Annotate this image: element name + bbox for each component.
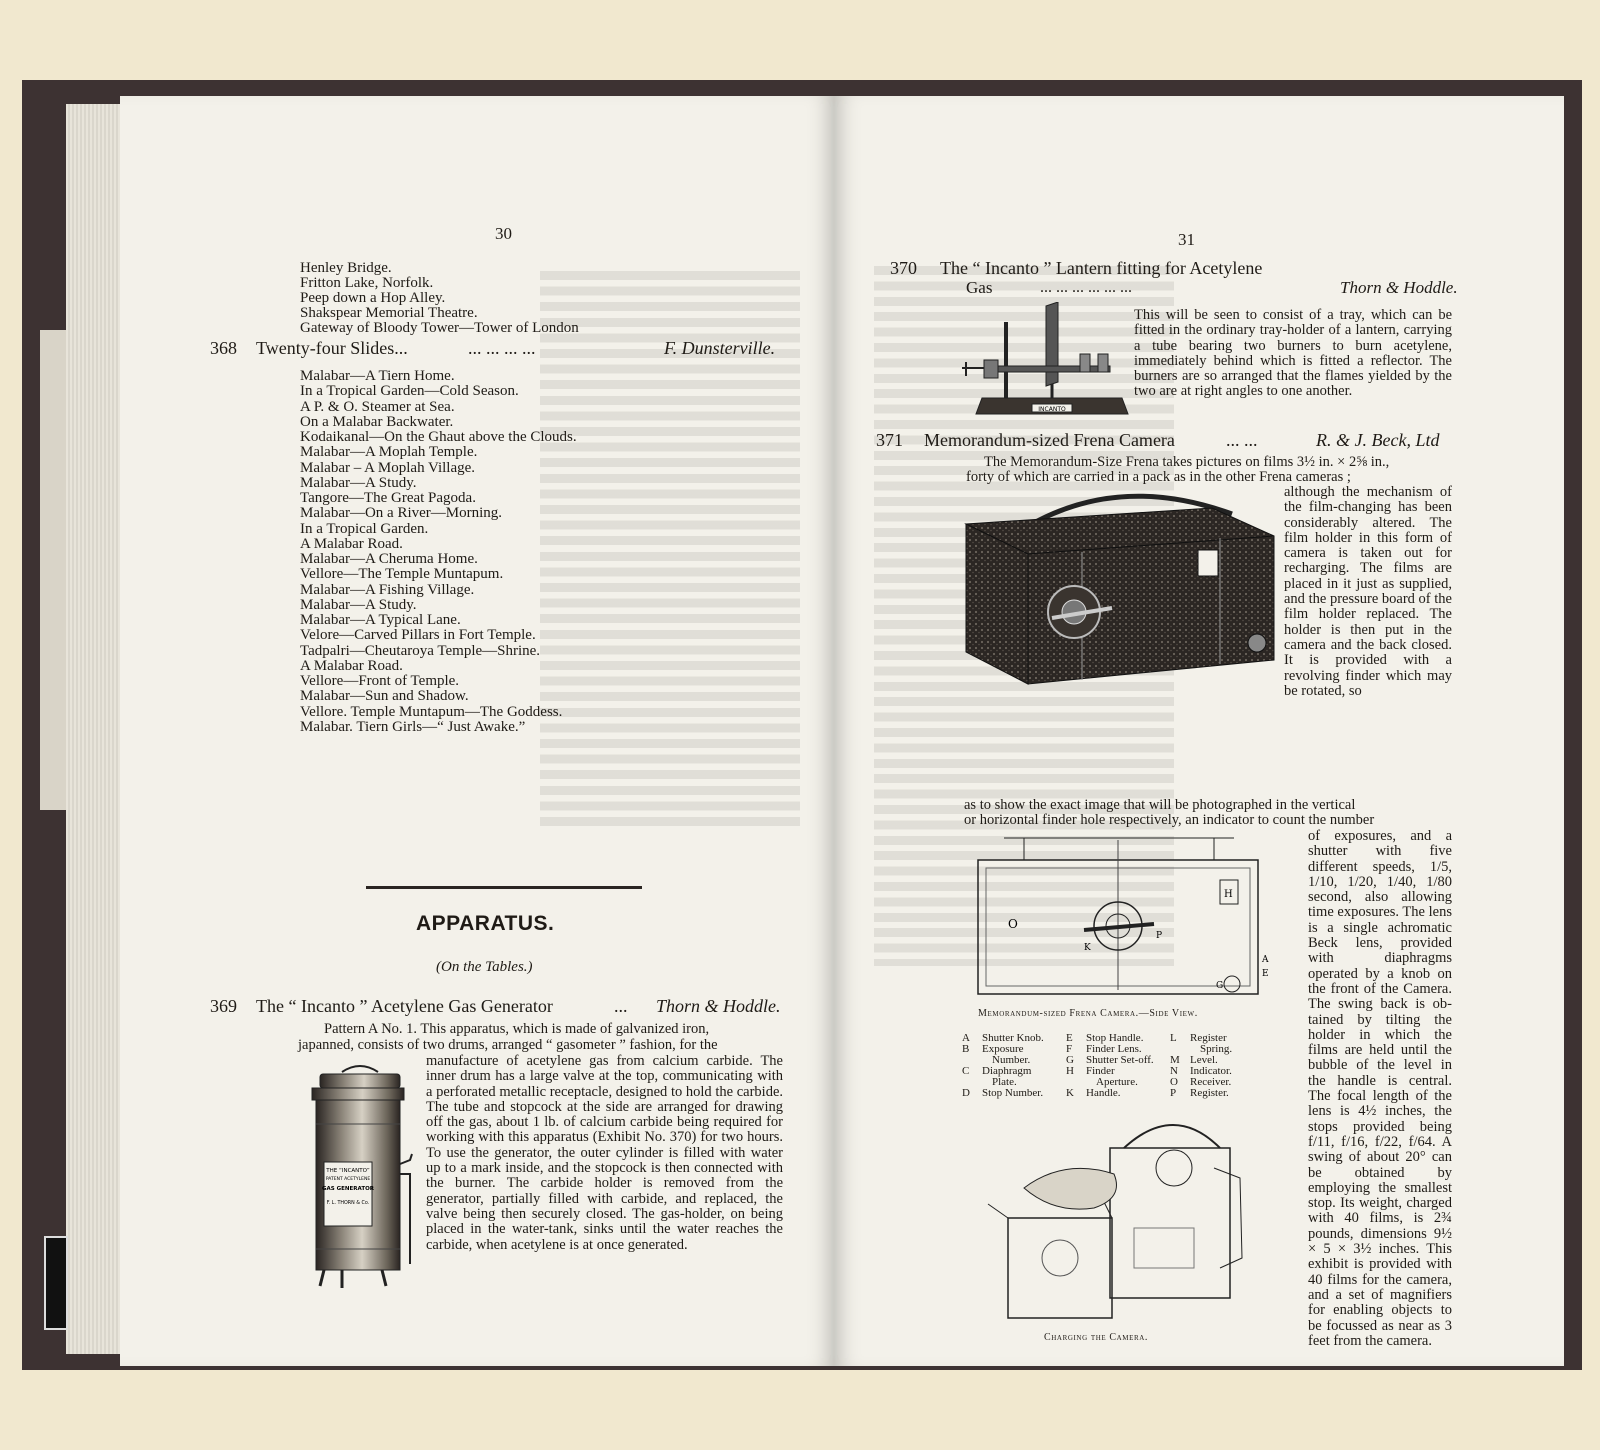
key-description: Diaphragm xyxy=(982,1065,1032,1077)
paragraph-369: manufacture of acetylene gas from calcium carbide. The inner drum has a large valve at the top, communicating with a perforated metallic receptacle, designed to hold the carbide. The tube and stopcock at the side are arranged for drawing off the gas, about 1 lb. of calcium carbide being required for working with this apparatus (Exhibit No. 370) for two hours. To use the generator, the outer cylinder is filled with water up to a mark inside, and the stopcock is then connected with the burner. The carbide holder is removed from the generator, partially filled with carbide, and replaced, the valve being then securely closed. The gas-holder, on being placed in the water-tank, sinks until the water reaches the carbide, when acetylene is at once generated. xyxy=(426,1053,783,1253)
key-letter: A xyxy=(962,1032,970,1044)
paragraph-370: This will be seen to consist of a tray, which can be fitted in the ordinary tray-holder of a lantern, carrying a tube bearing two burners to burn acetylene, immediately behind which is fitted a reflector. The burners are so arranged that the flames yielded by the two are at right angles to one another. xyxy=(1134,307,1452,400)
entry-title: The “ Incanto ” Lantern fitting for Acetylene xyxy=(940,258,1263,278)
exhibitor: Thorn & Hoddle. xyxy=(1340,278,1458,297)
slide-list-item: Malabar—A Study. xyxy=(300,596,417,613)
diagram-caption: Memorandum-sized Frena Camera.—Side View. xyxy=(978,1008,1198,1019)
side-view-diagram xyxy=(964,834,1274,1004)
lantern-fitting-illustration xyxy=(962,302,1144,420)
key-description: Stop Handle. xyxy=(1086,1032,1144,1044)
frena-camera-illustration xyxy=(962,484,1280,694)
slide-list-item: Vellore—The Temple Muntapum. xyxy=(300,566,504,583)
list-item: Shakspear Memorial Theatre. xyxy=(300,305,478,321)
label-text: PATENT ACETYLENE xyxy=(325,1177,371,1182)
paragraph-line: or horizontal finder hole respectively, an indicator to count the number xyxy=(964,812,1375,828)
exhibitor: R. & J. Beck, Ltd xyxy=(1316,430,1440,450)
diagram-letter: P xyxy=(1156,931,1163,941)
slide-list-item: Malabar—A Moplah Temple. xyxy=(300,444,478,461)
key-description: Finder xyxy=(1086,1065,1115,1077)
slide-list-item: In a Tropical Garden—Cold Season. xyxy=(300,383,519,400)
key-description: Handle. xyxy=(1086,1087,1121,1099)
leader-dots: ... ... ... ... ... ... xyxy=(1040,279,1132,296)
key-letter: G xyxy=(1066,1054,1074,1066)
slide-list-item: Malabar—On a River—Morning. xyxy=(300,505,503,522)
charging-camera-illustration xyxy=(984,1108,1254,1328)
exhibitor: Thorn & Hoddle. xyxy=(656,996,781,1016)
key-description: Spring. xyxy=(1200,1043,1233,1055)
key-letter: L xyxy=(1170,1032,1177,1044)
entry-number: 371 xyxy=(876,430,903,450)
slide-list-item: On a Malabar Backwater. xyxy=(300,413,454,430)
key-letter: N xyxy=(1170,1065,1178,1077)
section-subheading: (On the Tables.) xyxy=(436,959,533,975)
slide-list-item: A Malabar Road. xyxy=(300,657,403,674)
slide-list-item: In a Tropical Garden. xyxy=(300,520,429,537)
page-stack-shadow xyxy=(40,330,68,810)
slide-list-item: A Malabar Road. xyxy=(300,535,403,552)
key-description: Indicator. xyxy=(1190,1065,1232,1077)
key-letter: O xyxy=(1170,1076,1178,1088)
key-description: Aperture. xyxy=(1096,1076,1138,1088)
key-description: Receiver. xyxy=(1190,1076,1232,1088)
key-letter: F xyxy=(1066,1043,1073,1055)
slide-list-item: Vellore. Temple Muntapum—The Goddess. xyxy=(300,703,563,720)
lantern-label: INCANTO xyxy=(1038,406,1066,413)
paragraph-line: japanned, consists of two drums, arranged “ gasometer ” fashion, for the xyxy=(298,1037,718,1053)
diagram-letter: O xyxy=(1008,917,1018,931)
left-page xyxy=(120,96,834,1366)
section-heading: APPARATUS. xyxy=(416,912,555,935)
entry-title-continued: Gas xyxy=(966,278,993,297)
key-description: Register. xyxy=(1190,1087,1229,1099)
key-letter: E xyxy=(1066,1032,1073,1044)
slide-list-item: Tadpalri—Cheutaroya Temple—Shrine. xyxy=(300,642,541,659)
slide-list-item: Malabar—A Cheruma Home. xyxy=(300,551,478,567)
slide-list-item: Malabar—A Study. xyxy=(300,474,417,491)
charging-caption: Charging the Camera. xyxy=(1044,1332,1149,1343)
label-text: F. L. THORN & Co. xyxy=(326,1201,370,1206)
key-description: Stop Number. xyxy=(982,1087,1044,1099)
list-item: Peep down a Hop Alley. xyxy=(300,290,446,306)
key-letter: H xyxy=(1066,1065,1074,1077)
entry-number: 370 xyxy=(890,258,917,278)
paragraph-371-b: of exposures, and a shutter with five different speeds, 1/5, 1/10, 1/20, 1/40, 1/80 second, also allowing time exposures. The lens is a single achromatic Beck lens, provided with diaphragms operated by a knob on the front of the Camera. The swing back is obtained by tilting the holder in which the films are held until the bubble of the level in the handle is central. The focal length of the lens is 4½ inches, the stops provided being f/11, f/16, f/22, f/64. A swing of about 20° can be obtained by employing the smallest stop. Its weight, charged with 40 films, is 2¾ pounds, dimensions 9½ × 5 × 3½ inches. This exhibit is provided with 40 films for the camera, and a set of magnifiers for enabling objects to be focussed as near as 3 feet from the camera. xyxy=(1308,828,1452,1349)
slide-list-item: Malabar—Sun and Shadow. xyxy=(300,688,469,705)
paragraph-line: Pattern A No. 1. This apparatus, which is made of galvanized iron, xyxy=(324,1021,710,1037)
key-description: Number. xyxy=(992,1054,1031,1066)
key-description: Exposure xyxy=(982,1043,1024,1055)
entry-title: The “ Incanto ” Acetylene Gas Generator xyxy=(256,996,553,1016)
key-letter: K xyxy=(1066,1087,1074,1099)
page-edges xyxy=(66,104,126,1354)
diagram-letter: G xyxy=(1216,981,1224,991)
entry-title: Memorandum-sized Frena Camera xyxy=(924,430,1175,450)
key-description: Shutter Knob. xyxy=(982,1032,1044,1044)
key-letter: B xyxy=(962,1043,970,1055)
slide-list-item: Malabar – A Moplah Village. xyxy=(300,459,476,476)
slide-list-item: A P. & O. Steamer at Sea. xyxy=(300,398,455,415)
diagram-letter: K xyxy=(1084,943,1091,953)
list-item: Gateway of Bloody Tower—Tower of London xyxy=(300,320,579,336)
list-item: Fritton Lake, Norfolk. xyxy=(300,275,434,291)
key-description: Register xyxy=(1190,1032,1227,1044)
label-text: GAS GENERATOR xyxy=(321,1186,375,1192)
paragraph-371-a: although the mechanism of the film-changing has been considerably altered. The film holder in this form of camera is taken out for recharging. The films are placed in it just as supplied, and the pressure board of the film holder replaced. The holder is then put in the camera and the back closed. It is provided with a revolving finder which may be rotated, so xyxy=(1284,484,1452,699)
key-letter: D xyxy=(962,1087,970,1099)
key-description: Finder Lens. xyxy=(1086,1043,1142,1055)
entry-number: 368 xyxy=(210,338,237,358)
slide-list-item: Kodaikanal—On the Ghaut above the Clouds. xyxy=(300,429,577,445)
paragraph-line: as to show the exact image that will be photographed in the vertical xyxy=(964,797,1356,813)
exhibitor: F. Dunsterville. xyxy=(664,338,776,358)
key-description: Level. xyxy=(1190,1054,1218,1066)
right-page xyxy=(834,96,1564,1366)
key-description: Plate. xyxy=(992,1076,1017,1088)
section-rule xyxy=(366,886,642,889)
list-item: Henley Bridge. xyxy=(300,260,392,276)
label-text: THE “INCANTO” xyxy=(326,1168,370,1174)
leader-dots: ... ... ... ... xyxy=(468,338,536,358)
entry-title: Twenty-four Slides... xyxy=(256,338,408,358)
slide-list-item: Vellore—Front of Temple. xyxy=(300,673,460,689)
diagram-letter: A xyxy=(1262,955,1269,965)
page-number: 31 xyxy=(1178,230,1195,249)
slide-list-item: Malabar. Tiern Girls—“ Just Awake.” xyxy=(300,718,526,735)
paragraph-line: forty of which are carried in a pack as in the other Frena cameras ; xyxy=(966,469,1351,485)
library-tab xyxy=(44,1236,68,1330)
leader-dots: ... xyxy=(614,996,628,1016)
key-description: Shutter Set-off. xyxy=(1086,1054,1154,1066)
key-letter: M xyxy=(1170,1054,1180,1066)
key-letter: P xyxy=(1170,1087,1177,1099)
acetylene-generator-illustration xyxy=(302,1064,418,1294)
diagram-letter: E xyxy=(1262,969,1269,979)
slide-list-item: Malabar—A Fishing Village. xyxy=(300,581,475,598)
paragraph-line: The Memorandum-Size Frena takes pictures on films 3½ in. × 2⅝ in., xyxy=(984,454,1390,470)
diagram-letter: H xyxy=(1224,889,1233,900)
entry-number: 369 xyxy=(210,996,237,1016)
slide-list-item: Malabar—A Typical Lane. xyxy=(300,612,461,628)
slide-list-item: Malabar—A Tiern Home. xyxy=(300,368,455,384)
page-number: 30 xyxy=(495,224,512,243)
slide-list-item: Velore—Carved Pillars in Fort Temple. xyxy=(300,627,536,644)
leader-dots: ... ... xyxy=(1226,430,1258,450)
key-letter: C xyxy=(962,1065,970,1077)
slide-list-item: Tangore—The Great Pagoda. xyxy=(300,490,476,506)
